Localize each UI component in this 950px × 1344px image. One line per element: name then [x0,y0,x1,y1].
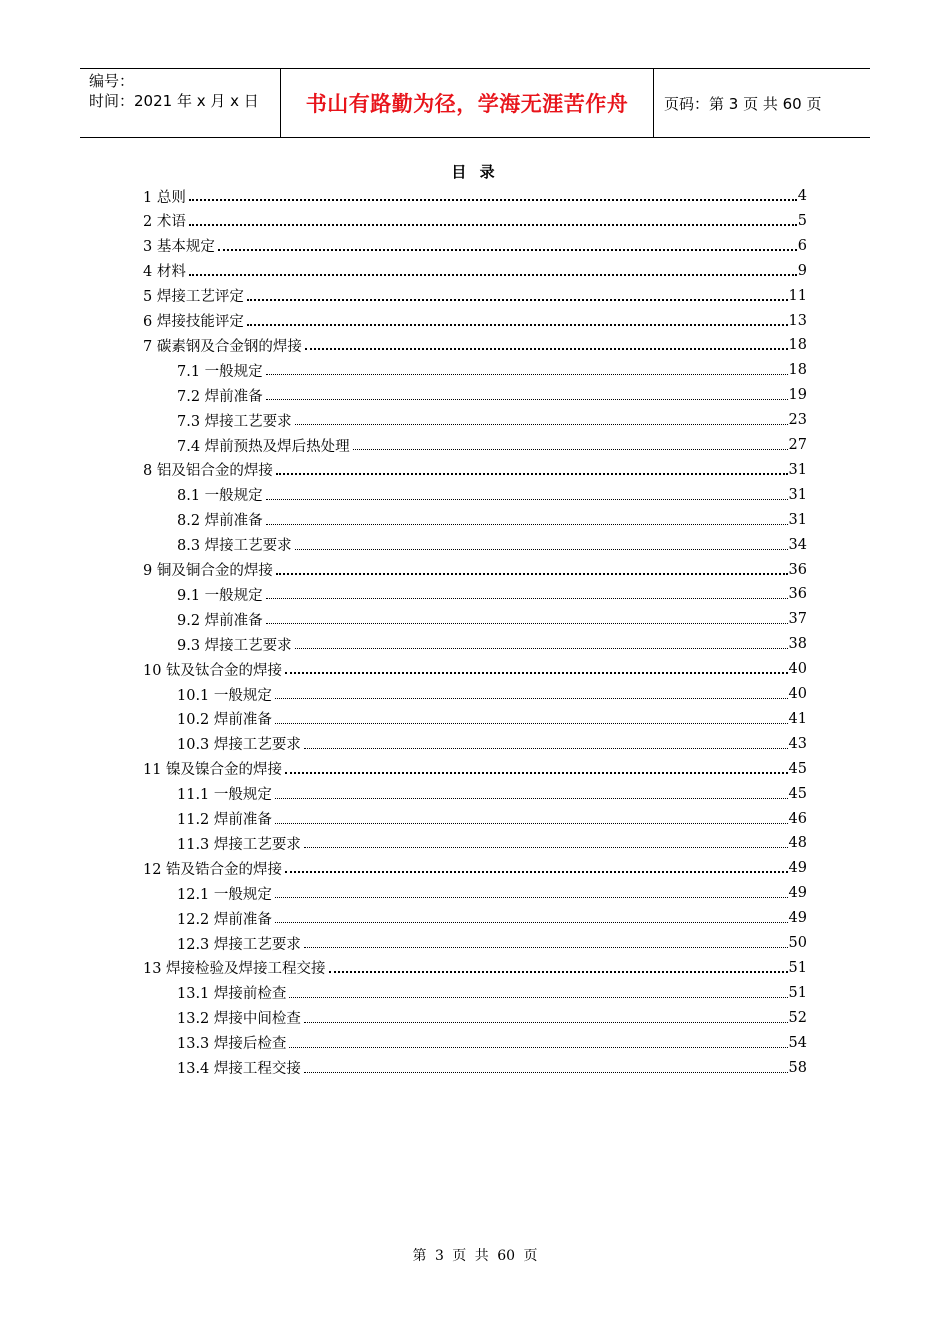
toc-entry-label: 1 总则 [143,189,186,206]
toc-entry[interactable] [143,333,807,357]
toc-entry-page: 38 [788,636,807,653]
toc-entry-label: 8.3 焊接工艺要求 [177,538,292,555]
toc-entry-label: 13 焊接检验及焊接工程交接 [143,961,326,978]
toc-dot-leader [275,896,788,898]
toc-entry[interactable] [143,956,807,980]
toc-entry-label: 7.3 焊接工艺要求 [177,413,292,430]
toc-entry-label: 10.2 焊前准备 [177,712,272,729]
toc-entry-page: 31 [788,511,807,528]
toc-entry[interactable] [143,757,807,781]
toc-dot-leader [289,1046,787,1048]
toc-entry-page: 37 [788,611,807,628]
toc-entry-label: 2 术语 [143,214,186,231]
toc-dot-leader [295,548,788,550]
toc-entry-page: 49 [788,860,807,877]
toc-entry[interactable] [177,1056,807,1080]
toc-entry-label: 9.2 焊前准备 [177,612,263,629]
toc-entry-label: 13.3 焊接后检查 [177,1036,287,1053]
toc-entry-page: 18 [788,337,807,354]
header-motto: 书山有路勤为径，学海无涯苦作舟 [281,69,654,137]
toc-entry[interactable] [143,458,807,482]
toc-entry-label: 7.1 一般规定 [177,363,263,380]
toc-entry[interactable] [177,782,807,806]
toc-entry-label: 3 基本规定 [143,239,215,256]
header-page-info: 页码：第 3 页 共 60 页 [664,94,822,113]
toc-entry[interactable] [143,209,807,233]
toc-entry[interactable] [177,931,807,955]
toc-dot-leader [275,722,788,724]
toc-dot-leader [266,597,788,599]
toc-dot-leader [304,1071,788,1073]
toc-dot-leader [304,946,788,948]
toc-dot-leader [218,248,797,251]
toc-entry[interactable] [143,284,807,308]
toc-entry-label: 10.1 一般规定 [177,687,272,704]
toc-dot-leader [266,498,788,500]
toc-entry-page: 51 [788,984,807,1001]
toc-dot-leader [266,398,788,400]
toc-dot-leader [289,996,787,998]
toc-entry-label: 9.1 一般规定 [177,587,263,604]
toc-entry-label: 12.3 焊接工艺要求 [177,936,301,953]
toc-entry-label: 10 钛及钛合金的焊接 [143,662,283,679]
toc-dot-leader [285,671,787,674]
toc-entry[interactable] [177,483,807,507]
toc-entry-page: 46 [788,810,807,827]
toc-entry-page: 23 [788,412,807,429]
toc-dot-leader [285,771,787,774]
toc-entry[interactable] [143,309,807,333]
toc-entry-page: 31 [788,461,807,478]
toc-entry-page: 5 [797,212,807,229]
toc-entry-label: 11.1 一般规定 [177,787,272,804]
toc-dot-leader [276,472,788,475]
toc-entry[interactable] [177,508,807,532]
toc-entry-page: 6 [797,237,807,254]
toc-dot-leader [295,423,788,425]
toc-dot-leader [295,647,788,649]
toc-entry[interactable] [177,433,807,457]
toc-entry-page: 40 [788,661,807,678]
toc-entry-page: 58 [788,1059,807,1076]
toc-entry-label: 9 铜及铜合金的焊接 [143,563,273,579]
toc-entry[interactable] [177,383,807,407]
toc-entry-page: 9 [797,262,807,279]
toc-entry-label: 12.1 一般规定 [177,886,272,903]
toc-entry-page: 19 [788,387,807,404]
toc-dot-leader [275,822,788,824]
toc-entry[interactable] [177,732,807,756]
toc-dot-leader [285,870,787,873]
toc-dot-leader [266,622,788,624]
toc-entry-page: 52 [788,1009,807,1026]
toc-entry-label: 5 焊接工艺评定 [143,289,244,306]
toc-entry-page: 13 [788,312,807,329]
toc-dot-leader [304,1021,788,1023]
document-time-label: 时间：2021 年 x 月 x 日 [89,92,259,110]
toc-dot-leader [266,373,788,375]
header-left-cell [80,69,281,137]
toc-dot-leader [329,970,788,973]
toc-entry-label: 11.2 焊前准备 [177,812,272,828]
toc-entry-label: 4 材料 [143,264,186,281]
toc-entry-label: 9.3 焊接工艺要求 [177,637,292,654]
toc-entry[interactable] [177,1031,807,1055]
toc-entry[interactable] [177,831,807,855]
toc-entry-label: 7.2 焊前准备 [177,388,263,405]
toc-entry[interactable] [143,184,807,208]
toc-entry-page: 50 [788,935,807,951]
toc-entry[interactable] [177,358,807,382]
toc-entry-label: 13.1 焊接前检查 [177,986,287,1003]
toc-dot-leader [275,797,788,799]
toc-entry[interactable] [143,234,807,258]
toc-entry[interactable] [143,856,807,880]
toc-entry-page: 4 [797,188,807,204]
toc-dot-leader [275,697,788,699]
toc-entry-page: 40 [788,686,807,702]
toc-entry[interactable] [177,807,807,831]
toc-entry-page: 45 [788,785,807,802]
toc-entry-label: 6 焊接技能评定 [143,314,244,330]
toc-dot-leader [304,846,788,848]
toc-entry-label: 8.2 焊前准备 [177,513,263,530]
toc-entry-page: 49 [788,885,807,902]
toc-dot-leader [189,198,797,201]
toc-entry[interactable] [177,533,807,557]
toc-entry[interactable] [177,607,807,631]
toc-title: 目 录 [451,163,499,181]
toc-entry[interactable] [177,682,807,706]
toc-entry-label: 7.4 焊前预热及焊后热处理 [177,438,350,455]
toc-entry-page: 36 [788,586,807,603]
toc-entry-page: 45 [788,760,807,777]
toc-entry-label: 8 铝及铝合金的焊接 [143,463,273,480]
toc-dot-leader [276,572,788,575]
toc-entry-label: 8.1 一般规定 [177,488,263,505]
toc-dot-leader [189,223,797,226]
toc-entry-page: 48 [788,835,807,852]
toc-entry-page: 36 [788,561,807,578]
toc-entry[interactable] [177,906,807,930]
toc-entry-page: 54 [788,1034,807,1051]
document-number-label: 编号： [89,72,135,90]
toc-entry[interactable] [177,881,807,905]
toc-dot-leader [304,747,788,749]
toc-entry-label: 13.4 焊接工程交接 [177,1061,301,1077]
toc-dot-leader [353,448,788,450]
toc-entry-page: 11 [788,287,807,304]
toc-entry[interactable] [177,632,807,656]
toc-entry-page: 34 [788,536,807,553]
toc-entry-label: 13.2 焊接中间检查 [177,1011,301,1028]
toc-entry[interactable] [143,259,807,283]
page-header [80,68,870,138]
toc-entry-label: 12.2 焊前准备 [177,911,272,928]
toc-dot-leader [266,523,788,525]
toc-entry-label: 12 锆及锆合金的焊接 [143,861,283,878]
toc-entry-label: 11 镍及镍合金的焊接 [143,762,283,779]
toc-entry[interactable] [177,408,807,432]
toc-entry-page: 18 [788,362,807,379]
toc-entry-page: 49 [788,910,807,927]
toc-dot-leader [247,298,788,301]
toc-dot-leader [275,921,788,923]
toc-entry[interactable] [143,657,807,681]
toc-entry-label: 7 碳素钢及合金钢的焊接 [143,338,302,355]
toc-entry-page: 31 [788,486,807,503]
toc-entry-page: 43 [788,735,807,752]
toc-dot-leader [305,347,788,350]
toc-entry[interactable] [177,981,807,1005]
toc-entry-page: 27 [788,437,807,453]
toc-entry-label: 11.3 焊接工艺要求 [177,836,301,853]
toc-entry[interactable] [177,707,807,731]
toc-dot-leader [247,323,788,326]
toc-entry[interactable] [177,582,807,606]
page-footer: 第 3 页 共 60 页 [412,1248,538,1264]
toc-entry[interactable] [177,1006,807,1030]
toc-entry-label: 10.3 焊接工艺要求 [177,737,301,754]
toc-entry-page: 51 [788,959,807,976]
toc-dot-leader [189,273,797,276]
toc-entry-page: 41 [788,710,807,727]
toc-entry[interactable] [143,558,807,582]
